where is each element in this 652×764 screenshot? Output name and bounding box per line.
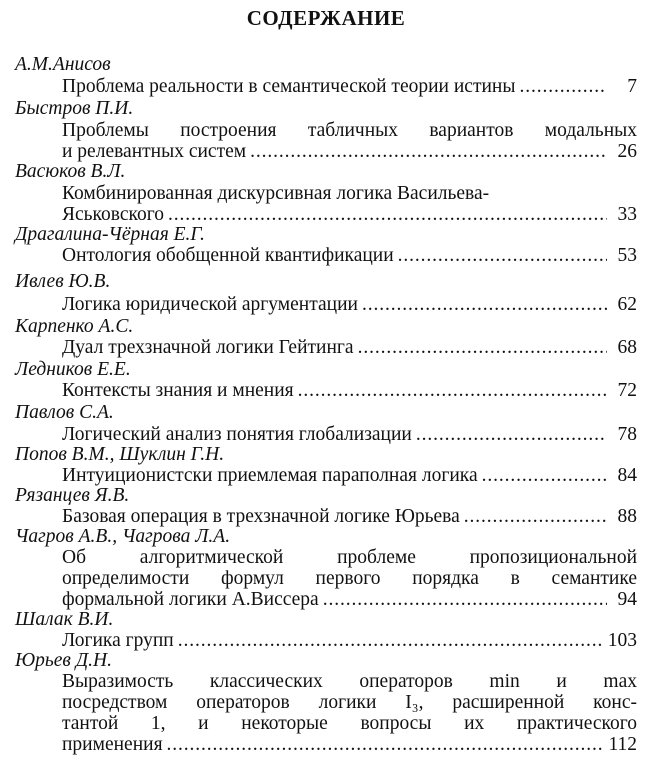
toc-title-line — [62, 245, 637, 267]
toc-leader-dots — [250, 141, 607, 163]
toc-leader-dots — [362, 294, 607, 316]
toc-author: Ледников Е.Е. — [15, 359, 131, 380]
toc-page-number: 72 — [617, 380, 637, 401]
toc-page-number: 88 — [617, 506, 637, 527]
toc-title-text: применения — [62, 734, 163, 755]
toc-leader-dots — [482, 465, 607, 487]
toc-author: Рязанцев Я.В. — [15, 485, 130, 506]
toc-author: Карпенко А.С. — [15, 316, 134, 337]
toc-author: Драгалина-Чёрная Е.Г. — [15, 224, 205, 245]
toc-title-line — [62, 506, 637, 528]
toc-title-text: Дуал трехзначной логики Гейтинга — [62, 337, 354, 358]
toc-leader-dots — [464, 506, 607, 528]
toc-page-number: 112 — [608, 734, 637, 755]
toc-title-text: Онтология обобщенной квантификации — [62, 245, 394, 266]
toc-title-line — [62, 424, 637, 446]
toc-title-line — [62, 141, 637, 163]
toc-leader-dots — [416, 424, 607, 446]
toc-title-text: Логика юридической аргументации — [62, 294, 358, 315]
toc-title-line — [62, 630, 637, 652]
toc-title-line: Проблемы построения табличных вариантов модальных — [62, 120, 637, 141]
toc-page-number: 68 — [617, 337, 637, 358]
toc-leader-dots — [178, 630, 604, 652]
toc-author: Павлов С.А. — [15, 402, 114, 423]
toc-title-line: Комбинированная дискурсивная логика Васильева- — [62, 183, 490, 204]
toc-page-number: 94 — [617, 589, 637, 610]
toc-author: Быстров П.И. — [15, 98, 134, 119]
toc-author: Шалак В.И. — [15, 609, 114, 630]
toc-title-text: Яськовского — [62, 204, 165, 225]
toc-author: Чагров А.В., Чагрова Л.А. — [15, 526, 231, 547]
toc-author: Васюков В.Л. — [15, 161, 126, 182]
toc-author: А.М.Анисов — [15, 54, 111, 75]
toc-title-line — [62, 337, 637, 359]
toc-title-line — [62, 589, 637, 611]
toc-title-line: посредством операторов логики I₃, расширенной конс- — [62, 692, 637, 713]
toc-title-line — [62, 380, 637, 402]
toc-title-text: формальной логики А.Виссера — [62, 589, 319, 610]
toc-title-line: тантой 1, и некоторые вопросы их практического — [62, 713, 637, 734]
toc-leader-dots — [519, 76, 607, 98]
toc-title-line — [62, 204, 637, 226]
toc-page-number: 33 — [617, 204, 637, 225]
toc-title-line — [62, 465, 637, 487]
toc-title-line — [62, 734, 637, 756]
toc-page-number: 7 — [627, 76, 637, 97]
toc-page-number: 103 — [607, 630, 637, 651]
toc-title-line — [62, 76, 637, 98]
toc-title-text: Логический анализ понятия глобализации — [62, 424, 412, 445]
toc-leader-dots — [323, 589, 607, 611]
toc-leader-dots — [168, 204, 607, 226]
toc-title-line: Выразимость классических операторов min и max — [62, 671, 637, 692]
toc-title-text: и релевантных систем — [62, 141, 247, 162]
toc-leader-dots — [398, 245, 607, 267]
toc-author: Ивлев Ю.В. — [15, 271, 111, 292]
toc-page-number: 26 — [617, 141, 637, 162]
toc-leader-dots — [298, 380, 607, 402]
toc-leader-dots — [358, 337, 607, 359]
toc-title-line — [62, 294, 637, 316]
page-title: СОДЕРЖАНИЕ — [246, 6, 406, 30]
toc-page-number: 78 — [617, 424, 637, 445]
toc-page-number: 84 — [617, 465, 637, 486]
toc-title-line: Об алгоритмической проблеме пропозициональной — [62, 547, 637, 568]
toc-title-text: Базовая операция в трехзначной логике Юрьева — [62, 506, 460, 527]
toc-author: Попов В.М., Шуклин Г.Н. — [15, 444, 225, 465]
toc-title-text: Проблема реальности в семантической теории истины — [62, 76, 516, 97]
toc-page-number: 62 — [617, 294, 637, 315]
toc-page-number: 53 — [617, 245, 637, 266]
toc-title-text: Контексты знания и мнения — [62, 380, 294, 401]
toc-title-line: определимости формул первого порядка в семантике — [62, 568, 637, 589]
toc-author: Юрьев Д.Н. — [15, 650, 112, 671]
toc-leader-dots — [167, 734, 605, 756]
toc-title-text: Логика групп — [62, 630, 174, 651]
toc-title-text: Интуиционистски приемлемая параполная логика — [62, 465, 478, 486]
